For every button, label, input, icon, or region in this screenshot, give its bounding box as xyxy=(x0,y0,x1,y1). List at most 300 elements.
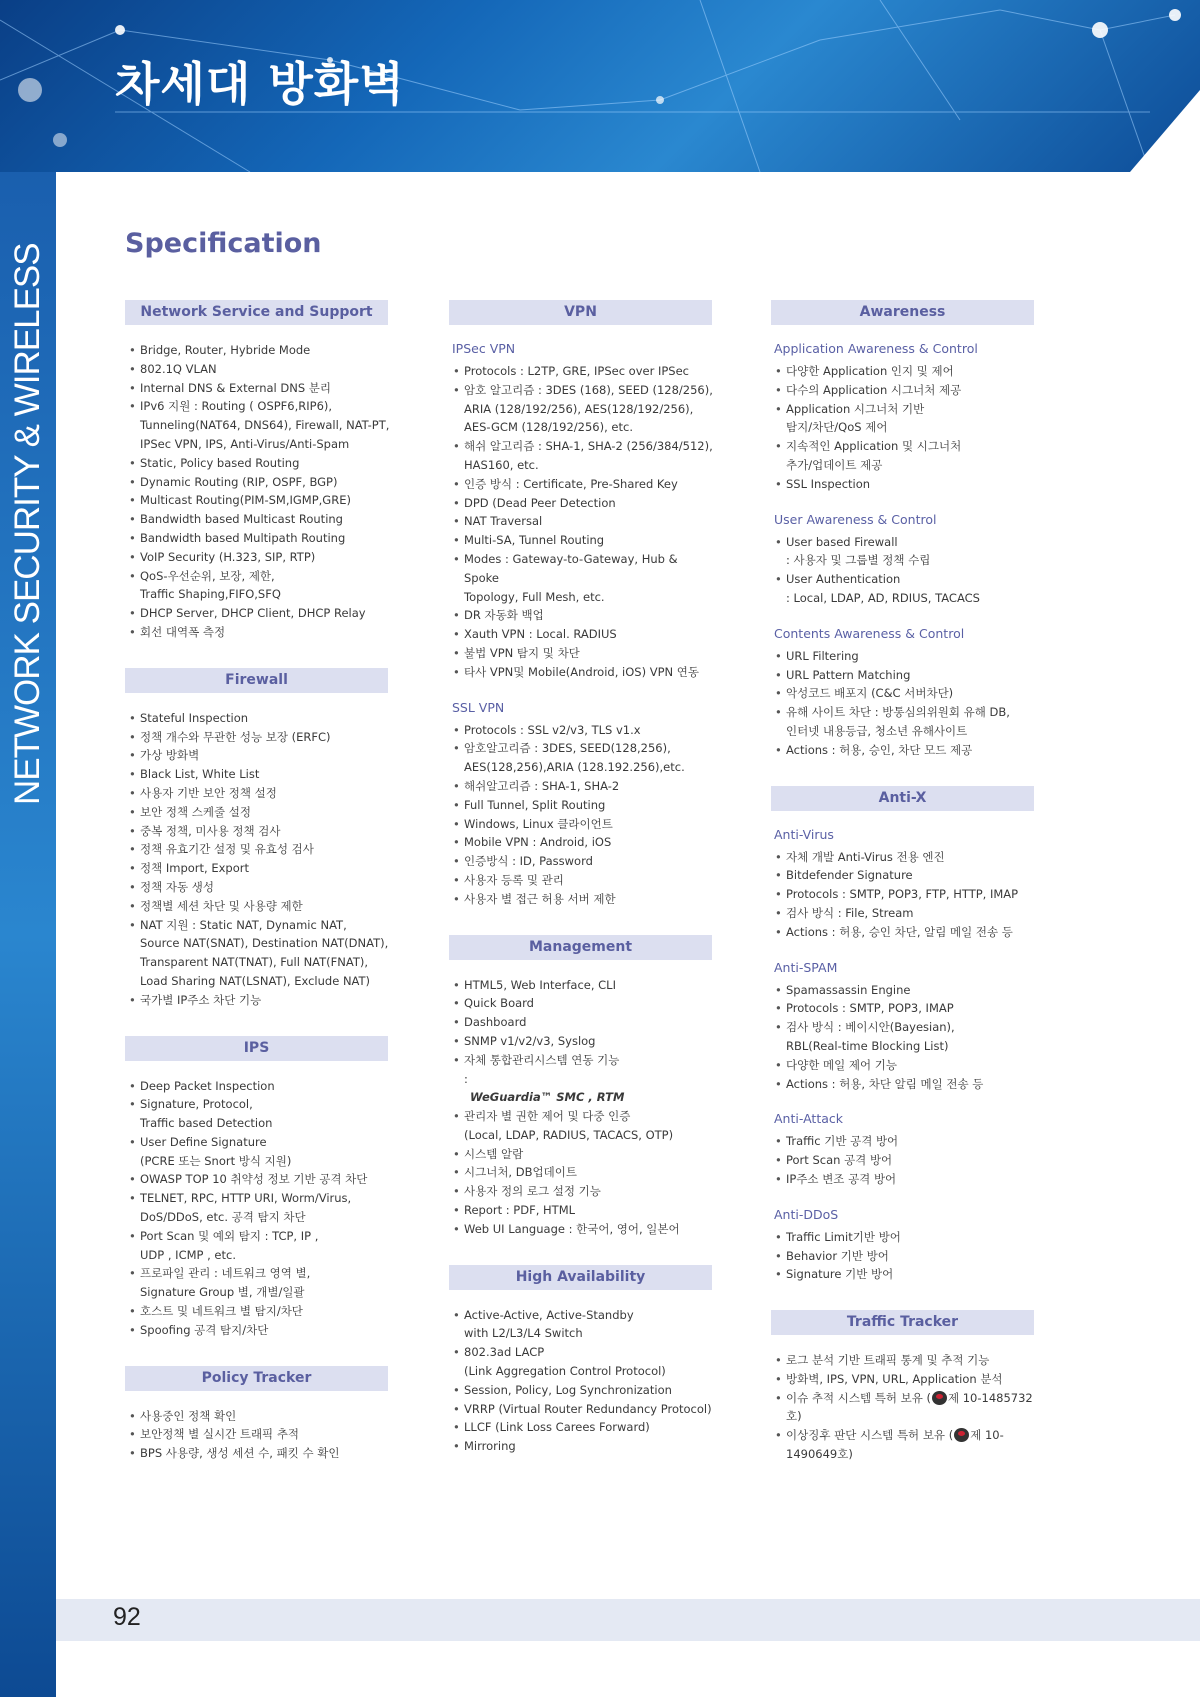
spec-item-text: • Session, Policy, Log Synchronization xyxy=(464,1382,672,1397)
section-traffic-tracker xyxy=(771,1310,1036,1464)
spec-item xyxy=(449,1182,714,1201)
spec-item-text: • Bandwidth based Multicast Routing xyxy=(140,512,343,527)
spec-item-text: • 정책 개수와 무관한 성능 보장 (ERFC) xyxy=(140,729,331,744)
section-heading: IPS xyxy=(125,1036,388,1061)
spec-item-text: • 인증방식 : ID, Password xyxy=(464,854,593,869)
spec-item xyxy=(771,533,1036,571)
spec-item xyxy=(125,379,390,398)
spec-item xyxy=(125,529,390,548)
spec-item-text: • Mirroring xyxy=(464,1439,516,1454)
spec-item-text: • Application 시그너처 기반 xyxy=(786,401,925,416)
spec-item-text: • 다수의 Application 시그너처 제공 xyxy=(786,382,962,397)
spec-item xyxy=(771,1056,1036,1075)
spec-item xyxy=(125,803,390,822)
spec-item-text: • 정책 Import, Export xyxy=(140,861,249,876)
spec-item-text: • Report : PDF, HTML xyxy=(464,1203,576,1218)
spec-item-text: • 정책별 세션 차단 및 사용량 제한 xyxy=(140,898,303,913)
spec-item-text: • Multi-SA, Tunnel Routing xyxy=(464,533,605,548)
spec-item-text: • Port Scan 공격 방어 xyxy=(786,1153,893,1168)
spec-item xyxy=(125,1133,390,1171)
spec-item-text: • Spamassassin Engine xyxy=(786,982,911,997)
spec-item xyxy=(125,859,390,878)
spec-item-text: • 사용자 정의 로그 설정 기능 xyxy=(464,1184,601,1199)
side-label: NETWORK SECURITY & WIRELESS xyxy=(8,243,47,805)
spec-item-text: • 가상 방화벽 xyxy=(140,748,200,763)
patent-seal-icon xyxy=(932,1391,947,1405)
spec-item xyxy=(771,684,1036,703)
spec-item xyxy=(771,400,1036,438)
spec-item-text: • NAT 지원 : Static NAT, Dynamic NAT, xyxy=(140,917,347,932)
spec-item-text: • 관리자 별 권한 제어 및 다중 인증 xyxy=(464,1109,631,1124)
spec-item-text: • 보안정책 별 실시간 트래픽 추적 xyxy=(140,1427,300,1442)
spec-item-text: • Actions : 허용, 승인, 차단 모드 제공 xyxy=(786,742,973,757)
spec-item-text: Transparent NAT(TNAT), Full NAT(FNAT), xyxy=(140,955,369,970)
spec-item xyxy=(449,606,714,625)
spec-item xyxy=(125,510,390,529)
spec-item-text: • User Authentication xyxy=(786,572,901,587)
spec-item xyxy=(771,741,1036,760)
spec-list xyxy=(771,1351,1036,1389)
spec-item xyxy=(771,1075,1036,1094)
smc-line xyxy=(464,1070,714,1108)
spec-item-text: • VRRP (Virtual Router Redundancy Protocol) xyxy=(464,1401,712,1416)
spec-item-text: • URL Filtering xyxy=(786,648,859,663)
spec-item xyxy=(771,437,1036,475)
spec-item xyxy=(125,1077,390,1096)
spec-item xyxy=(771,1247,1036,1266)
spec-item-text: • Bitdefender Signature xyxy=(786,868,913,883)
spec-list xyxy=(449,362,714,682)
spec-item-text: • Port Scan 및 예외 탐지 : TCP, IP , xyxy=(140,1228,319,1243)
subsection-heading: IPSec VPN xyxy=(452,341,516,356)
patent-text: 이슈 추적 시스템 특허 보유 ( xyxy=(786,1390,931,1405)
spec-item-text: • BPS 사용량, 생성 세션 수, 패킷 수 확인 xyxy=(140,1446,340,1461)
subsection-heading: SSL VPN xyxy=(452,699,505,715)
spec-item-text: • Modes : Gateway-to-Gateway, Hub & Spoke xyxy=(464,551,678,585)
smc-prefix: : xyxy=(464,1071,468,1086)
spec-item xyxy=(449,1343,714,1381)
spec-item xyxy=(125,728,390,747)
spec-item-text: • Protocols : SSL v2/v3, TLS v1.x xyxy=(464,722,641,737)
subsection-heading: User Awareness & Control xyxy=(774,511,937,527)
spec-item-text: • Traffic Limit기반 방어 xyxy=(786,1229,901,1244)
spec-item xyxy=(449,1381,714,1400)
spec-item-text: • SSL Inspection xyxy=(786,476,871,491)
spec-item xyxy=(449,512,714,531)
spec-item xyxy=(125,784,390,803)
spec-item-text: 추가/업데이트 제공 xyxy=(786,457,883,472)
spec-item xyxy=(125,1407,390,1426)
spec-item xyxy=(771,1228,1036,1247)
spec-item-text: • Bandwidth based Multipath Routing xyxy=(140,530,346,545)
spec-item xyxy=(449,550,714,606)
spec-item-text: • Actions : 허용, 승인 차단, 알림 메일 전송 등 xyxy=(786,924,1013,939)
spec-list xyxy=(771,981,1036,1094)
spec-item xyxy=(449,475,714,494)
section-heading: Policy Tracker xyxy=(125,1366,388,1391)
spec-item-text: HAS160, etc. xyxy=(464,457,539,472)
subsection-heading: Application Awareness & Control xyxy=(774,341,978,356)
spec-item-text: (Link Aggregation Control Protocol) xyxy=(464,1364,666,1379)
spec-item xyxy=(125,991,390,1010)
spec-item-text: • Web UI Language : 한국어, 영어, 일본어 xyxy=(464,1221,680,1236)
spec-item-text: • 자체 통합관리시스템 연동 기능 xyxy=(464,1052,620,1067)
spec-item-text: • HTML5, Web Interface, CLI xyxy=(464,977,616,992)
spec-item-text: • 사용중인 정책 확인 xyxy=(140,1408,237,1423)
spec-item-text: • Full Tunnel, Split Routing xyxy=(464,797,606,812)
spec-item-text: • Xauth VPN : Local. RADIUS xyxy=(464,627,617,642)
product-name: WeGuardia™ SMC , RTM xyxy=(470,1090,625,1105)
spec-item xyxy=(449,1418,714,1437)
spec-item xyxy=(125,916,390,991)
spec-item-text: • Signature 기반 방어 xyxy=(786,1267,894,1282)
spec-item xyxy=(125,397,390,453)
spec-item xyxy=(449,362,714,381)
spec-item xyxy=(125,360,390,379)
spec-item xyxy=(771,666,1036,685)
spec-item-text: : Local, LDAP, AD, RDIUS, TACACS xyxy=(786,590,980,605)
spec-item-text: • 검사 방식 : File, Stream xyxy=(786,905,914,920)
spec-column-2 xyxy=(449,300,714,1482)
spec-item-text: with L2/L3/L4 Switch xyxy=(464,1326,583,1341)
spec-item xyxy=(449,1107,714,1145)
spec-item-text: Tunneling(NAT64, DNS64), Firewall, NAT-PT, xyxy=(140,418,390,433)
spec-item xyxy=(771,1151,1036,1170)
spec-item xyxy=(771,475,1036,494)
spec-item-text: • 802.1Q VLAN xyxy=(140,361,217,376)
subsection-heading: Anti-Virus xyxy=(774,826,834,842)
spec-item-text: • Dynamic Routing (RIP, OSPF, BGP) xyxy=(140,474,338,489)
spec-item-text: • 정책 유효기간 설정 및 유효성 검사 xyxy=(140,842,314,857)
spec-item xyxy=(771,1389,1036,1427)
patent-list xyxy=(771,1389,1036,1464)
spec-item-text: • IPv6 지원 : Routing ( OSPF6,RIP6), xyxy=(140,399,333,414)
spec-item-text: • Stateful Inspection xyxy=(140,710,249,725)
spec-item-text: • OWASP TOP 10 취약성 정보 기반 공격 차단 xyxy=(140,1172,368,1187)
page-title: 차세대 방화벽 xyxy=(115,57,405,111)
corner-cut xyxy=(1130,0,1200,172)
spec-item xyxy=(125,897,390,916)
spec-item xyxy=(449,494,714,513)
spec-item-text: • 사용자 등록 및 관리 xyxy=(464,872,564,887)
page-corner-cut xyxy=(0,172,120,232)
spec-item-text: Load Sharing NAT(LSNAT), Exclude NAT) xyxy=(140,973,371,988)
spec-list xyxy=(771,533,1036,608)
spec-item xyxy=(125,709,390,728)
spec-item xyxy=(771,381,1036,400)
section-high-availability xyxy=(449,1265,714,1456)
spec-list xyxy=(771,848,1036,942)
subsection-heading: Anti-Attack xyxy=(774,1111,843,1127)
spec-item xyxy=(125,1170,390,1189)
spec-item xyxy=(771,1351,1036,1370)
subsection-heading: Contents Awareness & Control xyxy=(774,625,965,641)
spec-item-text: • Bridge, Router, Hybride Mode xyxy=(140,343,311,357)
spec-item xyxy=(449,994,714,1013)
spec-item-text: Signature Group 별, 개별/일괄 xyxy=(140,1285,305,1300)
spec-item-text: UDP , ICMP , etc. xyxy=(140,1247,236,1262)
spec-item xyxy=(771,1170,1036,1189)
spec-item-text: (PCRE 또는 Snort 방식 지원) xyxy=(140,1153,292,1168)
spec-item xyxy=(449,1201,714,1220)
spec-item xyxy=(771,885,1036,904)
spec-item-text: • 로그 분석 기반 트래픽 통계 및 추적 기능 xyxy=(786,1353,990,1368)
spec-item xyxy=(449,871,714,890)
section-heading: Management xyxy=(449,935,712,960)
spec-item-text: • Traffic 기반 공격 방어 xyxy=(786,1134,899,1149)
spec-list xyxy=(449,721,714,909)
spec-item xyxy=(449,721,714,740)
spec-item xyxy=(771,1132,1036,1151)
spec-item-text: • 시그너처, DB업데이트 xyxy=(464,1165,577,1180)
subsection-heading: Anti-DDoS xyxy=(774,1206,839,1222)
spec-item-text: • 프로파일 관리 : 네트워크 영역 별, xyxy=(140,1266,311,1281)
section-ips xyxy=(125,1036,390,1340)
spec-item xyxy=(771,647,1036,666)
spec-item-text: • 암호알고리즘 : 3DES, SEED(128,256), xyxy=(464,741,671,756)
patent-number: 제 10-1485732호) xyxy=(786,1390,1033,1424)
spec-item-text: • Behavior 기반 방어 xyxy=(786,1248,889,1263)
spec-item-text: • TELNET, RPC, HTTP URI, Worm/Virus, xyxy=(140,1191,352,1206)
spec-item xyxy=(771,1018,1036,1056)
spec-item xyxy=(449,739,714,777)
spec-item-text: • 방화벽, IPS, VPN, URL, Application 분석 xyxy=(786,1371,1003,1386)
spec-item xyxy=(449,777,714,796)
spec-item-text: Traffic Shaping,FIFO,SFQ xyxy=(140,587,281,602)
spec-item xyxy=(771,999,1036,1018)
spec-list xyxy=(771,362,1036,494)
section-vpn xyxy=(449,300,714,909)
spec-item xyxy=(771,923,1036,942)
section-network-service-and-support xyxy=(125,300,390,642)
spec-item xyxy=(449,1400,714,1419)
spec-item-text: • Quick Board xyxy=(464,996,534,1011)
section-heading: Traffic Tracker xyxy=(771,1310,1034,1335)
spec-item-text: • Protocols : L2TP, GRE, IPSec over IPSec xyxy=(464,364,689,378)
spec-item xyxy=(125,746,390,765)
spec-item xyxy=(771,904,1036,923)
spec-item-text: • Deep Packet Inspection xyxy=(140,1078,275,1093)
spec-item xyxy=(449,852,714,871)
spec-item-text: • Active-Active, Active-Standby xyxy=(464,1307,634,1322)
spec-item-text: AES(128,256),ARIA (128.192.256),etc. xyxy=(464,760,685,775)
spec-item-text: • DHCP Server, DHCP Client, DHCP Relay xyxy=(140,606,366,621)
section-heading: High Availability xyxy=(449,1265,712,1290)
spec-item-text: Traffic based Detection xyxy=(140,1116,273,1131)
section-heading: Firewall xyxy=(125,668,388,693)
spec-list xyxy=(449,1306,714,1456)
spec-item-text: • Mobile VPN : Android, iOS xyxy=(464,835,612,850)
spec-item-text: • URL Pattern Matching xyxy=(786,667,911,682)
spec-item xyxy=(771,981,1036,1000)
section-awareness xyxy=(771,300,1036,760)
spec-item xyxy=(125,1321,390,1340)
spec-item-text: • User Define Signature xyxy=(140,1134,267,1149)
spec-item-text: 탐지/차단/QoS 제어 xyxy=(786,420,888,435)
spec-item-text: • 암호 알고리즘 : 3DES (168), SEED (128/256), xyxy=(464,382,713,397)
spec-item xyxy=(449,437,714,475)
spec-item-text: • 유해 사이트 차단 : 방통심의위원회 유해 DB, xyxy=(786,705,1010,720)
patent-seal-icon xyxy=(954,1428,969,1442)
section-heading: Network Service and Support xyxy=(125,300,388,325)
header-banner xyxy=(0,0,1200,172)
spec-item-text: • Internal DNS & External DNS 분리 xyxy=(140,380,332,395)
spec-item xyxy=(125,548,390,567)
spec-item xyxy=(125,604,390,623)
spec-item-text: • Spoofing 공격 탐지/차단 xyxy=(140,1322,269,1337)
spec-item-text: • 악성코드 배포지 (C&C 서버차단) xyxy=(786,686,954,701)
section-management xyxy=(449,935,714,1239)
spec-item-text: • Actions : 허용, 차단 알림 메일 전송 등 xyxy=(786,1076,984,1091)
spec-item xyxy=(125,491,390,510)
spec-item-text: • 정책 자동 생성 xyxy=(140,879,214,894)
spec-item-text: • 불법 VPN 탐지 및 차단 xyxy=(464,645,580,660)
spec-item xyxy=(125,1095,390,1133)
spec-item-text: • 사용자 별 접근 허용 서버 제한 xyxy=(464,891,616,906)
spec-item xyxy=(771,1265,1036,1284)
patent-number: 제 10-1490649호) xyxy=(786,1428,1004,1462)
spec-item-text: • QoS-우선순위, 보장, 제한, xyxy=(140,568,275,583)
subsection-heading: Anti-SPAM xyxy=(774,959,838,975)
spec-item xyxy=(449,644,714,663)
section-heading: Anti-X xyxy=(771,786,1034,811)
spec-item xyxy=(125,1264,390,1302)
spec-item-text: AES-GCM (128/192/256), etc. xyxy=(464,420,633,435)
spec-item-text: • Windows, Linux 클라이언트 xyxy=(464,816,613,831)
spec-list xyxy=(125,709,390,1010)
spec-item xyxy=(449,1437,714,1456)
spec-item-text: • DPD (Dead Peer Detection xyxy=(464,495,616,510)
spec-item xyxy=(771,848,1036,867)
spec-item-text: IPSec VPN, IPS, Anti-Virus/Anti-Spam xyxy=(140,436,350,451)
spec-item xyxy=(449,815,714,834)
spec-item xyxy=(449,625,714,644)
section-policy-tracker xyxy=(125,1366,390,1463)
spec-item xyxy=(125,341,390,360)
spec-item xyxy=(449,1306,714,1344)
spec-item-text: • NAT Traversal xyxy=(464,514,543,529)
spec-item xyxy=(771,1370,1036,1389)
spec-item-text: • User based Firewall xyxy=(786,534,898,549)
spec-item-text: RBL(Real-time Blocking List) xyxy=(786,1038,949,1053)
spec-item-text: • Signature, Protocol, xyxy=(140,1097,253,1112)
spec-item xyxy=(125,1425,390,1444)
spec-item-text: • Dashboard xyxy=(464,1015,527,1030)
spec-heading: Specification xyxy=(125,228,322,259)
spec-item-text: DoS/DDoS, etc. 공격 탐지 차단 xyxy=(140,1210,306,1225)
spec-list xyxy=(771,1228,1036,1284)
spec-item-text: • 시스템 알람 xyxy=(464,1146,524,1161)
spec-item-text: • IP주소 변조 공격 방어 xyxy=(786,1171,897,1186)
spec-item-text: ARIA (128/192/256), AES(128/192/256), xyxy=(464,401,694,416)
spec-item xyxy=(449,1220,714,1239)
spec-item-text: • 해쉬 알고리즘 : SHA-1, SHA-2 (256/384/512), xyxy=(464,439,713,454)
spec-item-text: • 해쉬알고리즘 : SHA-1, SHA-2 xyxy=(464,778,620,793)
spec-item-text: • 타사 VPN및 Mobile(Android, iOS) VPN 연동 xyxy=(464,664,699,679)
spec-list xyxy=(125,1407,390,1463)
spec-item-text: • 사용자 기반 보안 정책 설정 xyxy=(140,785,277,800)
spec-item xyxy=(125,1189,390,1227)
spec-item-text: • 인증 방식 : Certificate, Pre-Shared Key xyxy=(464,476,678,491)
spec-item xyxy=(449,381,714,437)
spec-item xyxy=(449,1145,714,1164)
spec-item xyxy=(449,833,714,852)
section-heading: VPN xyxy=(449,300,712,325)
spec-item-text: • 국가별 IP주소 차단 기능 xyxy=(140,992,262,1007)
patent-text: 이상징후 판단 시스템 특허 보유 ( xyxy=(786,1428,954,1443)
spec-item xyxy=(125,878,390,897)
spec-item xyxy=(449,976,714,995)
spec-item xyxy=(449,1163,714,1182)
page-number: 92 xyxy=(113,1603,141,1631)
spec-item xyxy=(449,1013,714,1032)
spec-item-text: • 지속적인 Application 및 시그너처 xyxy=(786,439,962,454)
spec-item xyxy=(449,796,714,815)
spec-item xyxy=(771,362,1036,381)
spec-item-text: • 호스트 및 네트워크 별 탐지/차단 xyxy=(140,1304,303,1319)
spec-item-text: • LLCF (Link Loss Carees Forward) xyxy=(464,1420,650,1435)
spec-item-text: • DR 자동화 백업 xyxy=(464,608,544,623)
spec-item-text: • Black List, White List xyxy=(140,767,260,782)
spec-item-text: • 검사 방식 : 베이시안(Bayesian), xyxy=(786,1020,955,1035)
spec-column-1 xyxy=(125,300,390,1489)
section-firewall xyxy=(125,668,390,1010)
spec-item xyxy=(125,1444,390,1463)
spec-item xyxy=(125,454,390,473)
spec-item-text: • 중복 정책, 미사용 정책 검사 xyxy=(140,823,281,838)
spec-list xyxy=(771,1132,1036,1188)
spec-item-text: • 자체 개발 Anti-Virus 전용 엔진 xyxy=(786,849,945,864)
spec-item xyxy=(125,765,390,784)
spec-item xyxy=(125,473,390,492)
spec-item-text: • 보안 정책 스케줄 설정 xyxy=(140,804,251,819)
section-heading: Awareness xyxy=(771,300,1034,325)
spec-item xyxy=(449,1051,714,1107)
spec-list xyxy=(125,1077,390,1340)
spec-item-text: • 802.3ad LACP xyxy=(464,1345,545,1360)
spec-item xyxy=(771,570,1036,608)
spec-item-text: 인터넷 내용등급, 청소년 유해사이트 xyxy=(786,723,968,738)
spec-item xyxy=(125,567,390,605)
spec-item-text: Source NAT(SNAT), Destination NAT(DNAT), xyxy=(140,936,389,951)
spec-list xyxy=(771,647,1036,760)
spec-item xyxy=(771,866,1036,885)
section-anti-x xyxy=(771,786,1036,1285)
footer-band xyxy=(56,1599,1200,1641)
spec-item xyxy=(125,623,390,642)
spec-item xyxy=(449,663,714,682)
spec-item xyxy=(125,822,390,841)
spec-item xyxy=(449,1032,714,1051)
spec-item xyxy=(771,703,1036,741)
spec-item-text: • 다양한 Application 인지 및 제어 xyxy=(786,364,954,378)
spec-item xyxy=(125,1302,390,1321)
spec-item-text: • Protocols : SMTP, POP3, FTP, HTTP, IMAP xyxy=(786,887,1019,902)
spec-item-text: • Multicast Routing(PIM-SM,IGMP,GRE) xyxy=(140,493,351,508)
spec-item-text: (Local, LDAP, RADIUS, TACACS, OTP) xyxy=(464,1127,674,1142)
spec-item xyxy=(771,1426,1036,1464)
spec-item-text: • 회선 대역폭 측정 xyxy=(140,624,226,639)
spec-list xyxy=(449,976,714,1239)
spec-item xyxy=(449,531,714,550)
spec-item xyxy=(125,840,390,859)
spec-item xyxy=(125,1227,390,1265)
spec-item-text: • SNMP v1/v2/v3, Syslog xyxy=(464,1033,596,1048)
spec-list xyxy=(125,341,390,642)
spec-column-3 xyxy=(771,300,1036,1490)
spec-item-text: • Static, Policy based Routing xyxy=(140,455,300,470)
spec-item-text: • VoIP Security (H.323, SIP, RTP) xyxy=(140,549,316,564)
